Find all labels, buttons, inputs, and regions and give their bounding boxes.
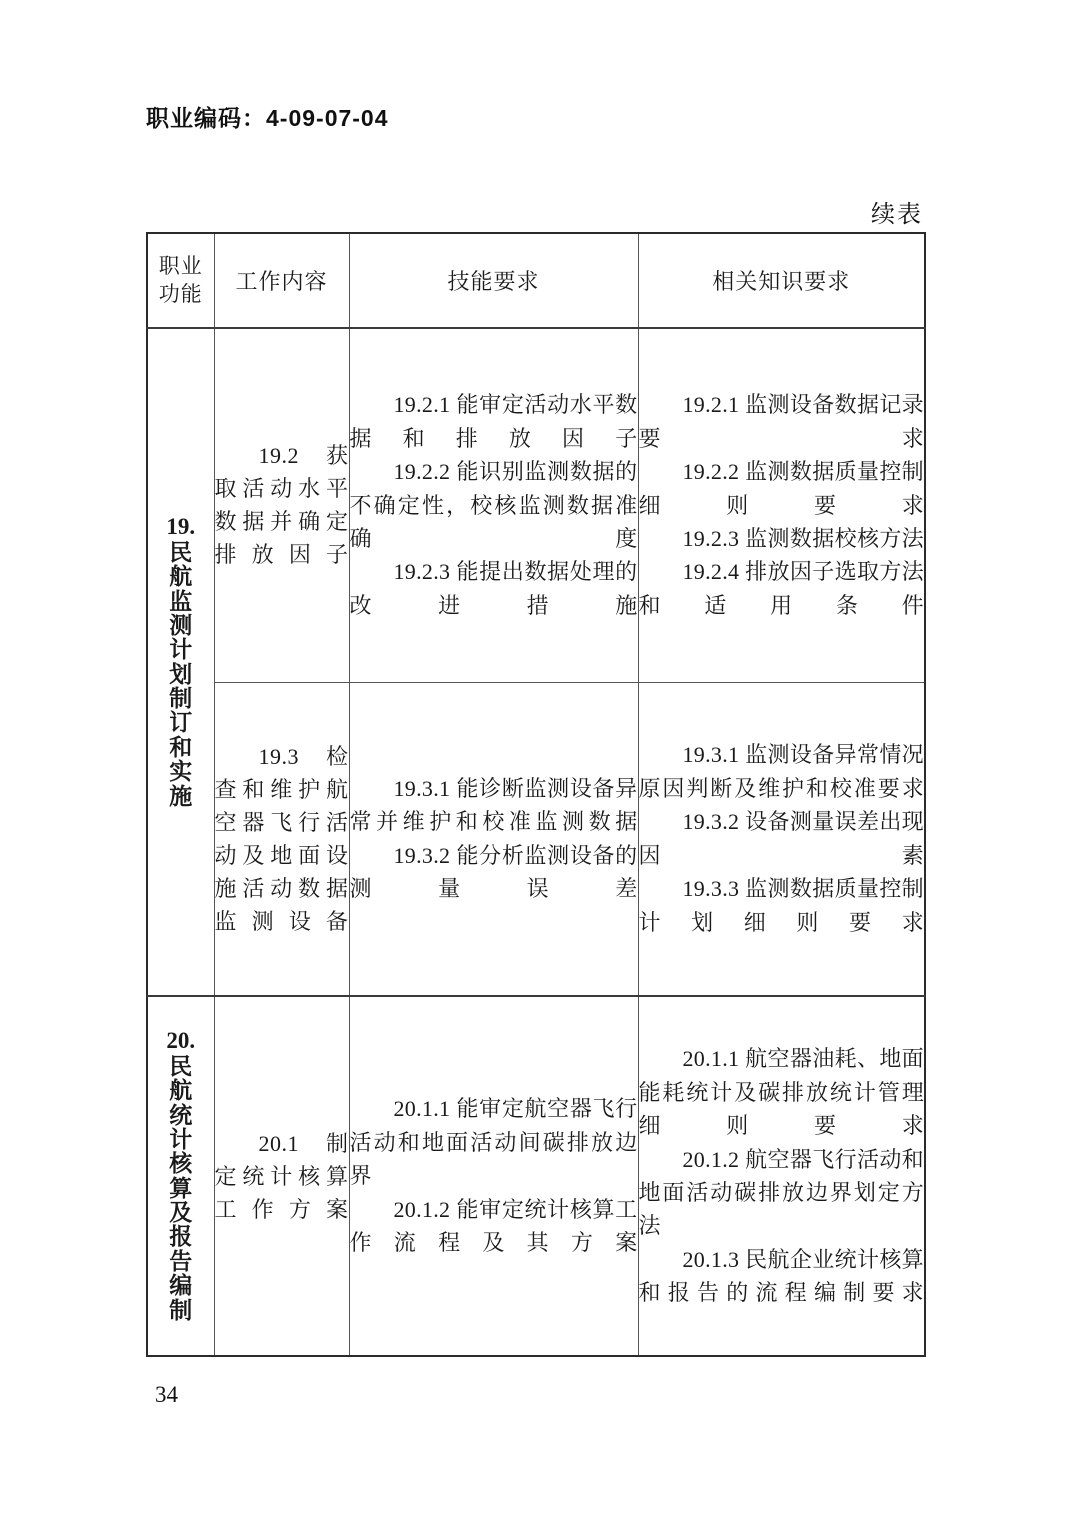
vertical-char: 监: [169, 588, 193, 614]
header-cell-knowledge-requirements: 相关知识要求: [638, 233, 925, 328]
vertical-char: 订: [169, 710, 193, 736]
vertical-char: 及: [169, 1200, 193, 1226]
vertical-char: 航: [169, 564, 193, 590]
skill-item: 19.3.1 能诊断监测设备异常并维护和校准监测数据: [349, 775, 638, 835]
skill-item: 20.1.2 能审定统计核算工作流程及其方案: [349, 1196, 638, 1256]
header-cell-skill-requirements: 技能要求: [349, 233, 638, 328]
skill-requirements-cell-19-2: [349, 328, 638, 682]
vertical-char: 算: [169, 1175, 193, 1201]
table-row: [147, 682, 925, 996]
skill-requirements-cell-20-1: [349, 996, 638, 1356]
work-content-cell-19-2: 19.2 获取活动水平数据并确定排放因子: [214, 328, 349, 682]
function-cell-20: [147, 996, 214, 1356]
skill-item: 19.2.3 能提出数据处理的改进措施: [349, 559, 638, 618]
table-header-row: [147, 233, 925, 328]
knowledge-item: 19.3.1 监测设备异常情况原因判断及维护和校准要求: [638, 742, 924, 801]
vertical-char: 制: [169, 1297, 193, 1323]
work-content-cell-20-1: 20.1 制定统计核算工作方案: [214, 996, 349, 1356]
vertical-char: 民: [169, 539, 193, 565]
function-label-20: [169, 1055, 192, 1323]
knowledge-requirements-cell-19-2: [638, 328, 925, 682]
function-cell-19: [147, 328, 214, 996]
knowledge-item: 19.3.2 设备测量误差出现因素: [638, 809, 924, 868]
vertical-char: 计: [169, 637, 193, 663]
running-head: 职业编码：4-09-07-04: [146, 105, 389, 131]
work-content-cell-19-3: 19.3 检查和维护航空器飞行活动及地面设施活动数据监测设备: [214, 682, 349, 996]
vertical-char: 计: [169, 1126, 193, 1152]
skill-requirements-cell-19-3: [349, 682, 638, 996]
continued-table-label: 续表: [871, 202, 923, 228]
vertical-char: 核: [169, 1151, 193, 1177]
knowledge-item: 19.2.4 排放因子选取方法和适用条件: [638, 559, 924, 618]
knowledge-requirements-cell-19-3: [638, 682, 925, 996]
knowledge-requirements-cell-20-1: [638, 996, 925, 1356]
header-cell-function: [147, 233, 214, 328]
occupational-spec-table: [146, 232, 924, 1357]
vertical-char: 告: [169, 1248, 193, 1274]
knowledge-item: 20.1.1 航空器油耗、地面能耗统计及碳排放统计管理细则要求: [638, 1046, 924, 1139]
knowledge-item: 20.1.2 航空器飞行活动和地面活动碳排放边界划定方法: [638, 1146, 924, 1239]
vertical-char: 实: [169, 759, 193, 785]
skill-item: 20.1.1 能审定航空器飞行活动和地面活动间碳排放边界: [349, 1096, 638, 1189]
vertical-char: 报: [169, 1224, 193, 1250]
vertical-char: 航: [169, 1078, 193, 1104]
header-function-line1: 职业: [158, 254, 203, 279]
vertical-char: 和: [169, 734, 193, 760]
page-number: 34: [155, 1382, 178, 1407]
function-label-19: [169, 541, 192, 809]
vertical-char: 民: [169, 1053, 193, 1079]
skill-item: 19.3.2 能分析监测设备的测量误差: [349, 842, 638, 902]
knowledge-item: 20.1.3 民航企业统计核算和报告的流程编制要求: [638, 1246, 924, 1306]
skill-item: 19.2.2 能识别监测数据的不确定性，校核监测数据准确度: [349, 459, 638, 551]
header-cell-work-content: 工作内容: [214, 233, 349, 328]
vertical-char: 编: [169, 1273, 193, 1299]
knowledge-item: 19.2.1 监测设备数据记录要求: [638, 392, 924, 451]
table-row: [147, 328, 925, 682]
skill-item: 19.2.1 能审定活动水平数据和排放因子: [349, 392, 638, 451]
function-number-20: 20.: [166, 1028, 196, 1054]
vertical-char: 测: [169, 612, 193, 638]
knowledge-item: 19.2.3 监测数据校核方法: [682, 525, 924, 551]
vertical-char: 制: [169, 686, 193, 712]
table-row: [147, 996, 925, 1356]
vertical-char: 统: [169, 1102, 193, 1128]
knowledge-item: 19.2.2 监测数据质量控制细则要求: [638, 459, 924, 518]
knowledge-item: 19.3.3 监测数据质量控制计划细则要求: [638, 876, 924, 935]
header-function-line2: 功能: [158, 281, 203, 306]
function-number-19: 19.: [166, 514, 196, 540]
vertical-char: 划: [169, 661, 193, 687]
vertical-char: 施: [169, 783, 193, 809]
